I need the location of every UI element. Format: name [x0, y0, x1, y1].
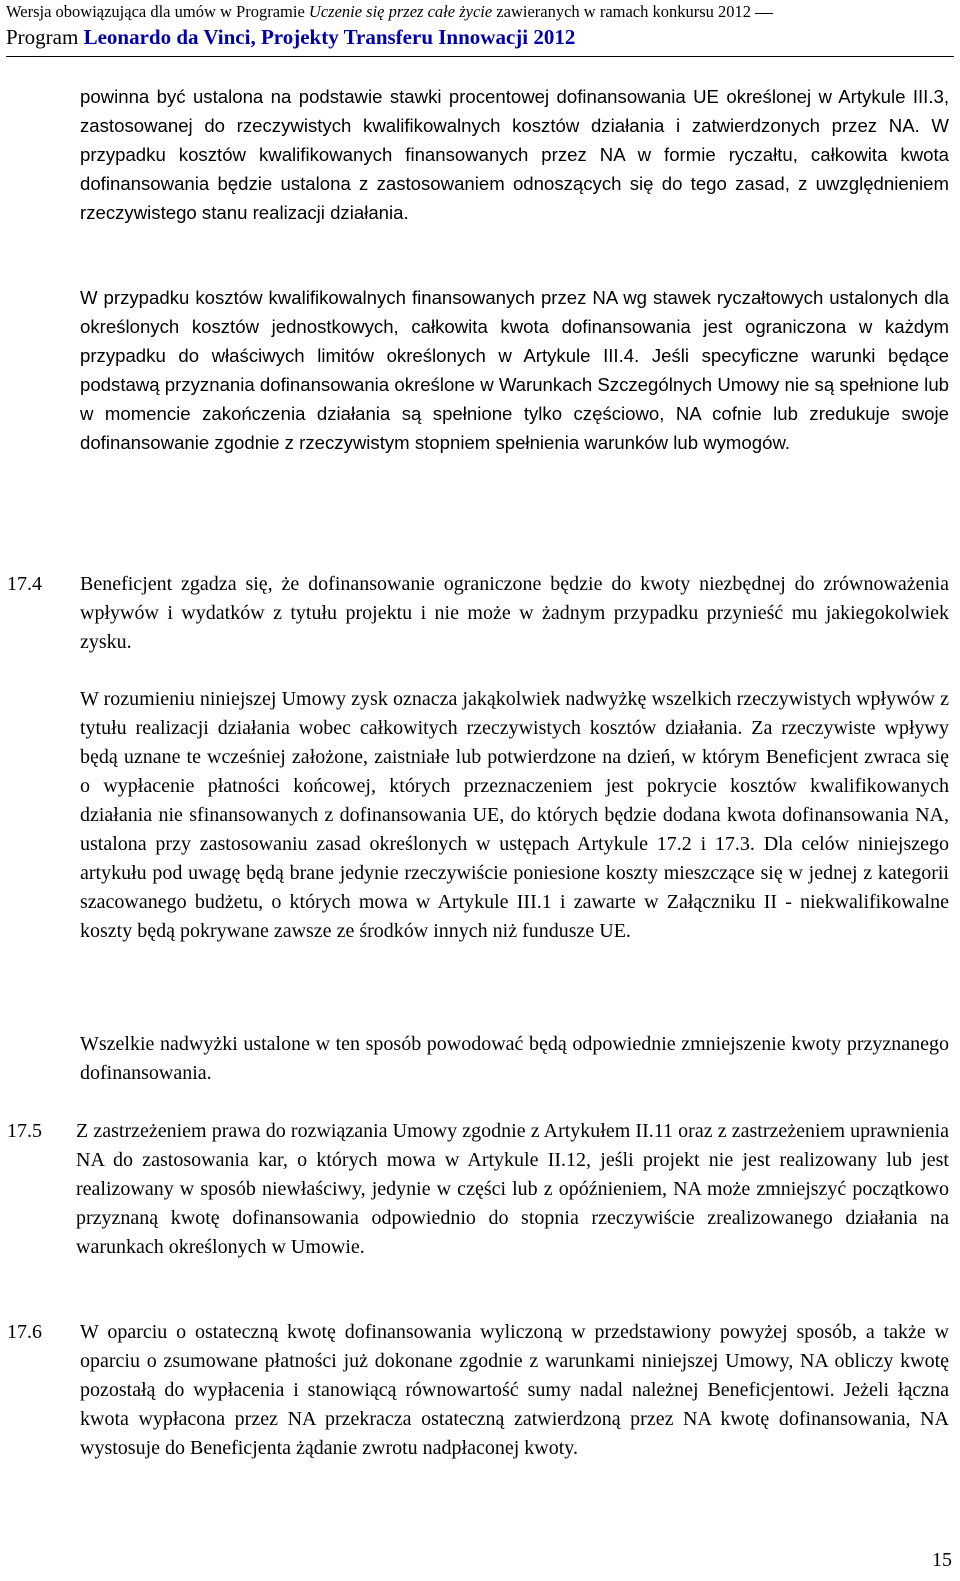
header-divider [6, 56, 954, 57]
section-17-5-paragraph: Z zastrzeżeniem prawa do rozwiązania Umowy zgodnie z Artykułem II.11 oraz z zastrzeżeniem uprawnienia NA do zastosowania kar, o których mowa w Artykule II.12, jeśli projekt nie jest realizowany lub jest realizowany w sposób niewłaściwy, jedynie w części lub z opóźnieniem, NA może zmniejszyć początkowo przyznaną kwotę dofinansowania odpowiednio do stopnia rzeczywiście zrealizowanego działania na warunkach określonych w Umowie. [76, 1120, 949, 1258]
header-line1-italic: Uczenie się przez całe życie [308, 2, 493, 21]
header-line2-prefix: Program [6, 25, 84, 49]
section-17-4-paragraph-3: Wszelkie nadwyżki ustalone w ten sposób powodować będą odpowiednie zmniejszenie kwoty przyznanego dofinansowania. [80, 1033, 949, 1084]
header-program-name: Leonardo da Vinci, Projekty Transferu Innowacji 2012 [83, 25, 576, 49]
header-dash [755, 13, 773, 14]
paragraph-continuation: powinna być ustalona na podstawie stawki procentowej dofinansowania UE określonej w Artykule III.3, zastosowanej do rzeczywistych kwalifikowalnych kosztów działania i zatwierdzonych przez NA. W przypadku kosztów kwalifikowanych finansowanych przez NA w formie ryczałtu, całkowita kwota dofinansowania będzie ustalona z zastosowaniem odnoszących się do tego zasad, z uwzględnieniem rzeczywistego stanu realizacji działania. [80, 86, 949, 223]
header-version-line [6, 2, 773, 22]
section-17-4-paragraph-2: W rozumieniu niniejszej Umowy zysk oznacza jakąkolwiek nadwyżkę wszelkich rzeczywistych wpływów z tytułu realizacji działania wobec całkowitych rzeczywistych kosztów działania. Za rzeczywiste wpływy będą uznane te wcześniej założone, zaistniałe lub potwierdzone na dzień, w którym Beneficjent zwraca się o wypłacenie płatności końcowej, których przeznaczeniem jest pokrycie kosztów kwalifikowanych działania nie sfinansowanych z dofinansowania UE, do których będzie dodana kwota dofinansowania NA, ustalona przy zastosowaniu zasad określonych w ustępach Artykule 17.2 i 17.3. Dla celów niniejszego artykułu pod uwagę będą brane jedynie rzeczywiście poniesione koszty mieszczące się w jednej z kategorii szacowanego budżetu, o których mowa w Artykule III.1 i zawarte w Załączniku II - niekwalifikowalne koszty będą pokrywane zawsze ze środków innych niż fundusze UE. [80, 688, 949, 942]
section-number-17-4: 17.4 [7, 573, 42, 595]
header-program-line [6, 24, 575, 50]
section-17-6-paragraph: W oparciu o ostateczną kwotę dofinansowania wyliczoną w przedstawiony powyżej sposób, a także w oparciu o zsumowane płatności już dokonane zgodnie z warunkami niniejszej Umowy, NA obliczy kwotę pozostałą do wypłacenia i stanowiącą równowartość sumy nadal należnej Beneficjentowi. Jeżeli łączna kwota wypłacona przez NA przekracza ostateczną zatwierdzoną przez NA kwotę dofinansowania, NA wystosuje do Beneficjenta żądanie zwrotu nadpłaconej kwoty. [80, 1321, 949, 1459]
header-line1-prefix: Wersja obowiązująca dla umów w Programie [6, 2, 309, 21]
section-number-17-5: 17.5 [7, 1120, 42, 1142]
paragraph-flat-rate: W przypadku kosztów kwalifikowalnych finansowanych przez NA wg stawek ryczałtowych ustalonych dla określonych kosztów jednostkowych, całkowita kwota dofinansowania jest ograniczona w każdym przypadku do właściwych limitów określonych w Artykule III.4. Jeśli specyficzne warunki będące podstawą przyznania dofinansowania określone w Warunkach Szczególnych Umowy nie są spełnione lub w momencie zakończenia działania są spełnione tylko częściowo, NA cofnie lub zredukuje swoje dofinansowanie zgodnie z rzeczywistym stopniem spełnienia warunków lub wymogów. [80, 287, 949, 453]
page-number: 15 [932, 1549, 952, 1571]
header-line1-suffix: zawieranych w ramach konkursu 2012 [492, 2, 752, 21]
section-number-17-6: 17.6 [7, 1321, 42, 1343]
section-17-4-paragraph-1: Beneficjent zgadza się, że dofinansowanie ograniczone będzie do kwoty niezbędnej do zrównoważenia wpływów i wydatków z tytułu projektu i nie może w żadnym przypadku przynieść mu jakiegokolwiek zysku. [80, 573, 949, 653]
